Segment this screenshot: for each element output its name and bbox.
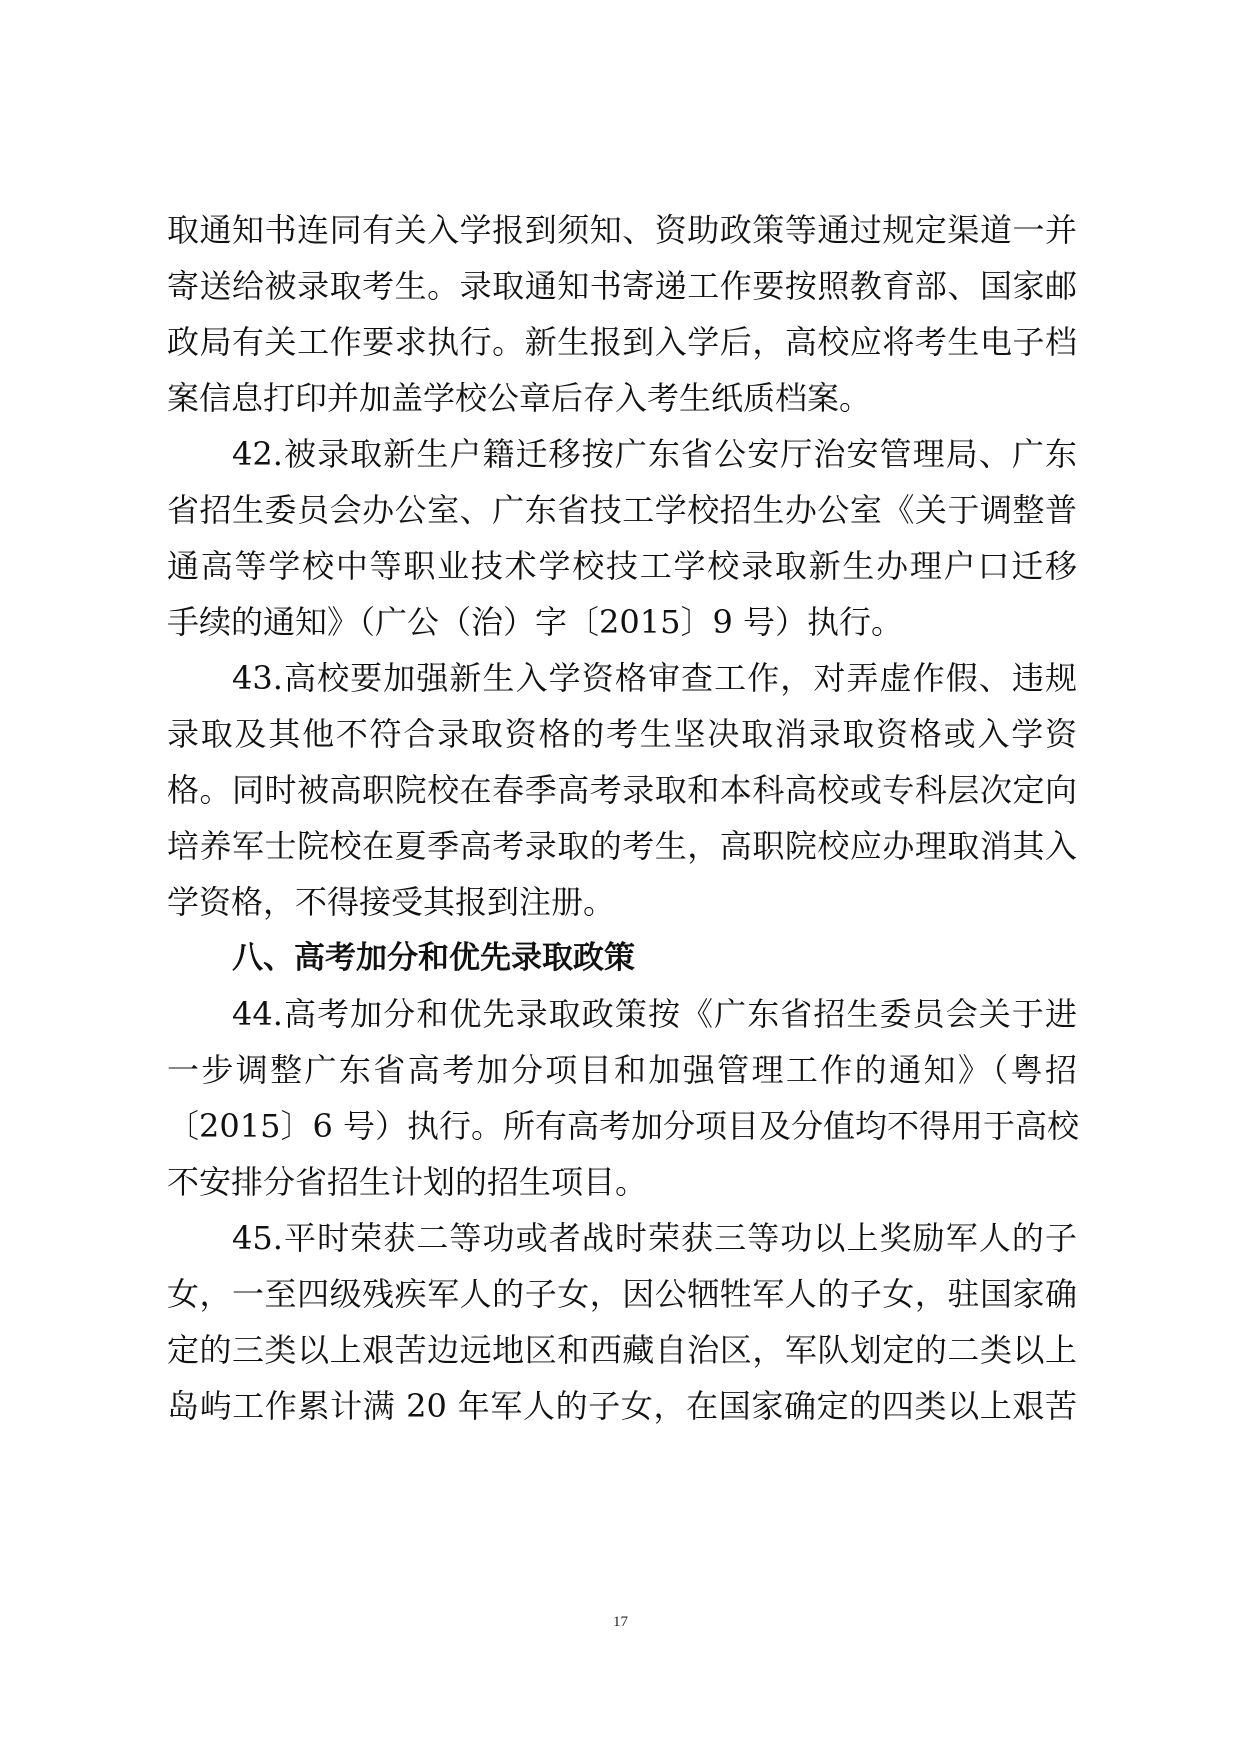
- body-text-line: 45.平时荣获二等功或者战时荣获三等功以上奖励军人的子: [232, 1219, 1077, 1257]
- body-text-line: 省招生委员会办公室、广东省技工学校招生办公室《关于调整普: [167, 491, 1077, 529]
- body-text-line: 〔2015〕6 号）执行。所有高考加分项目及分值均不得用于高校: [167, 1107, 1079, 1145]
- body-text-line: 学资格，不得接受其报到注册。: [167, 883, 616, 921]
- body-text-line: 取通知书连同有关入学报到须知、资助政策等通过规定渠道一并: [167, 211, 1077, 249]
- body-text-line: 政局有关工作要求执行。新生报到入学后，高校应将考生电子档: [167, 323, 1077, 361]
- body-text-line: 手续的通知》（广公（治）字〔2015〕9 号）执行。: [167, 603, 903, 641]
- body-text-line: 寄送给被录取考生。录取通知书寄递工作要按照教育部、国家邮: [167, 267, 1077, 305]
- body-text-line: 44.高考加分和优先录取政策按《广东省招生委员会关于进: [232, 995, 1077, 1033]
- body-text-line: 培养军士院校在夏季高考录取的考生，高职院校应办理取消其入: [167, 827, 1077, 865]
- body-text-line: 案信息打印并加盖学校公章后存入考生纸质档案。: [167, 379, 872, 417]
- body-text-line: 通高等学校中等职业技术学校技工学校录取新生办理户口迁移: [167, 547, 1077, 585]
- body-text-line: 43.高校要加强新生入学资格审查工作，对弄虚作假、违规: [232, 659, 1077, 697]
- section-heading: 八、高考加分和优先录取政策: [232, 940, 635, 976]
- body-text-line: 42.被录取新生户籍迁移按广东省公安厅治安管理局、广东: [232, 435, 1077, 473]
- body-text-line: 不安排分省招生计划的招生项目。: [167, 1163, 648, 1201]
- body-text-line: 格。同时被高职院校在春季高考录取和本科高校或专科层次定向: [167, 771, 1077, 809]
- body-text-line: 录取及其他不符合录取资格的考生坚决取消录取资格或入学资: [167, 715, 1077, 753]
- body-text-line: 岛屿工作累计满 20 年军人的子女，在国家确定的四类以上艰苦: [167, 1387, 1077, 1425]
- body-text-line: 一步调整广东省高考加分项目和加强管理工作的通知》（粤招: [167, 1051, 1077, 1089]
- body-text-line: 女，一至四级残疾军人的子女，因公牺牲军人的子女，驻国家确: [167, 1275, 1077, 1313]
- body-text-line: 定的三类以上艰苦边远地区和西藏自治区，军队划定的二类以上: [167, 1331, 1077, 1369]
- page-number: 17: [613, 1614, 628, 1630]
